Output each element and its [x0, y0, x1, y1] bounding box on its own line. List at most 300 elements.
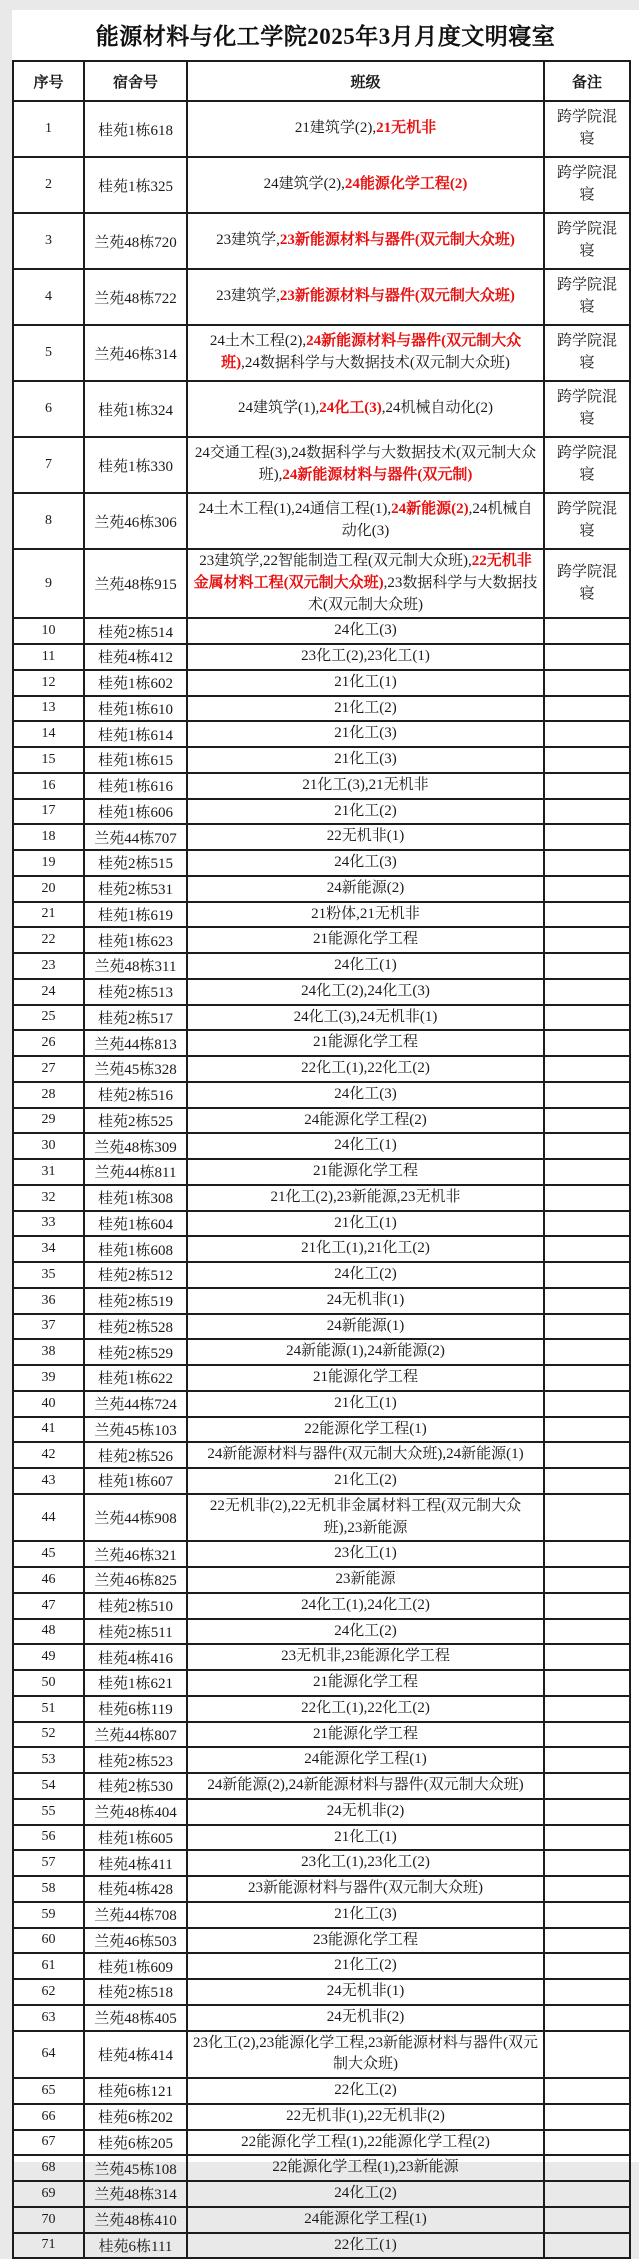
- serial-no-cell: 49: [13, 1644, 84, 1670]
- dorm-no-cell: 桂苑2栋523: [84, 1747, 187, 1773]
- serial-no-cell: 46: [13, 1567, 84, 1593]
- class-segment: 22化工(1): [334, 2236, 397, 2253]
- class-cell: [187, 1747, 544, 1773]
- class-segment: ,24机械自动化(2): [381, 400, 493, 417]
- col-header-serial-no: 序号: [13, 61, 84, 101]
- class-segment: 24土木工程(1),24通信工程(1),: [198, 501, 392, 518]
- table-row: [13, 1417, 630, 1443]
- remark-cell: [544, 1082, 630, 1108]
- class-segment: 23新能源: [335, 1571, 396, 1587]
- remark-cell: [544, 1722, 630, 1748]
- remark-cell: [544, 2031, 630, 2079]
- class-segment: 23化工(1),23化工(2): [301, 1854, 430, 1871]
- table-row: [13, 953, 630, 979]
- table-row: [13, 1442, 630, 1468]
- serial-no-cell: 2: [13, 157, 84, 213]
- dorm-no-cell: 兰苑48栋410: [84, 2207, 187, 2233]
- remark-cell: [544, 1365, 630, 1391]
- serial-no-cell: 19: [13, 850, 84, 876]
- document-title: 能源材料与化工学院2025年3月月度文明寝室: [95, 24, 556, 49]
- remark-cell: [544, 773, 630, 799]
- remark-cell: [544, 721, 630, 747]
- dorm-no-cell: 兰苑48栋405: [84, 2005, 187, 2031]
- remark-cell: [544, 1850, 630, 1876]
- dorm-no-cell: 桂苑1栋330: [84, 437, 187, 493]
- class-segment: 21化工(1),21化工(2): [301, 1240, 430, 1257]
- dorm-no-cell: 兰苑46栋314: [84, 325, 187, 381]
- remark-cell: [544, 1288, 630, 1314]
- class-segment: 23建筑学,22智能制造工程(双元制大众班),: [199, 553, 472, 569]
- serial-no-cell: 69: [13, 2181, 84, 2207]
- class-segment: 21化工(1): [334, 1828, 397, 1845]
- class-cell: [187, 1288, 544, 1314]
- class-cell: [187, 1159, 544, 1185]
- class-cell: [187, 1825, 544, 1851]
- dorm-no-cell: 桂苑6栋205: [84, 2130, 187, 2156]
- class-segment-highlighted: 24新能源(2): [391, 501, 469, 518]
- table-row: [13, 1799, 630, 1825]
- table-row: [13, 1133, 630, 1159]
- class-cell: [187, 381, 544, 437]
- table-row: [13, 325, 630, 381]
- class-cell: [187, 1902, 544, 1928]
- class-segment: 21化工(1): [334, 1214, 397, 1231]
- class-cell: [187, 1417, 544, 1443]
- dorm-no-cell: 桂苑1栋604: [84, 1211, 187, 1237]
- class-cell: [187, 437, 544, 493]
- table-row: [13, 1902, 630, 1928]
- document-sheet: [12, 10, 639, 2255]
- serial-no-cell: 12: [13, 670, 84, 696]
- remark-cell: [544, 2181, 630, 2207]
- remark-cell: [544, 1619, 630, 1645]
- serial-no-cell: 63: [13, 2005, 84, 2031]
- class-segment: 24化工(2): [334, 2185, 397, 2201]
- col-header-class: 班级: [187, 61, 544, 101]
- remark-cell: [544, 1902, 630, 1928]
- dorm-no-cell: 桂苑2栋515: [84, 850, 187, 876]
- serial-no-cell: 71: [13, 2233, 84, 2259]
- dorm-no-cell: 桂苑2栋526: [84, 1442, 187, 1468]
- class-segment-highlighted: 24新能源材料与器件(双元制大众班): [221, 333, 522, 371]
- table-row: [13, 927, 630, 953]
- class-cell: [187, 1442, 544, 1468]
- remark-cell: [544, 1314, 630, 1340]
- dorm-no-cell: 兰苑44栋811: [84, 1159, 187, 1185]
- table-row: [13, 876, 630, 902]
- class-segment: 21建筑学(2),: [294, 120, 377, 137]
- remark-cell: [544, 2155, 630, 2181]
- table-row: [13, 1108, 630, 1134]
- dorm-no-cell: 桂苑2栋528: [84, 1314, 187, 1340]
- class-cell: [187, 157, 544, 213]
- dorm-no-cell: 兰苑45栋328: [84, 1056, 187, 1082]
- class-cell: [187, 101, 544, 157]
- class-cell: [187, 2233, 544, 2259]
- serial-no-cell: 58: [13, 1876, 84, 1902]
- table-row: [13, 1644, 630, 1670]
- remark-cell: [544, 1953, 630, 1979]
- class-segment: 24化工(3): [334, 1085, 397, 1102]
- dorm-no-cell: 桂苑1栋621: [84, 1670, 187, 1696]
- dorm-no-cell: 兰苑45栋108: [84, 2155, 187, 2181]
- serial-no-cell: 41: [13, 1417, 84, 1443]
- dorm-no-cell: 桂苑2栋525: [84, 1108, 187, 1134]
- dorm-no-cell: 桂苑1栋616: [84, 773, 187, 799]
- remark-cell: [544, 953, 630, 979]
- remark-cell: [544, 1979, 630, 2005]
- dorm-no-cell: 兰苑44栋707: [84, 824, 187, 850]
- dorm-no-cell: 兰苑48栋309: [84, 1133, 187, 1159]
- remark-cell: 跨学院混寝: [544, 325, 630, 381]
- serial-no-cell: 42: [13, 1442, 84, 1468]
- remark-cell: 跨学院混寝: [544, 269, 630, 325]
- class-segment: 22能源化学工程(1),23新能源: [272, 2159, 459, 2176]
- serial-no-cell: 5: [13, 325, 84, 381]
- remark-cell: [544, 2130, 630, 2156]
- table-row: [13, 773, 630, 799]
- dorm-no-cell: 兰苑46栋503: [84, 1928, 187, 1954]
- remark-cell: 跨学院混寝: [544, 381, 630, 437]
- class-segment: 24化工(3): [334, 854, 397, 870]
- serial-no-cell: 9: [13, 549, 84, 618]
- class-segment: 23新能源材料与器件(双元制大众班): [248, 1880, 483, 1896]
- remark-cell: [544, 1541, 630, 1567]
- dorm-no-cell: 桂苑1栋602: [84, 670, 187, 696]
- dorm-no-cell: 桂苑2栋530: [84, 1773, 187, 1799]
- class-segment: 21粉体,21无机非: [311, 905, 420, 922]
- class-cell: [187, 2078, 544, 2104]
- table-row: [13, 1365, 630, 1391]
- remark-cell: [544, 1825, 630, 1851]
- remark-cell: [544, 1567, 630, 1593]
- table-row: [13, 1825, 630, 1851]
- remark-cell: [544, 2078, 630, 2104]
- serial-no-cell: 10: [13, 618, 84, 644]
- class-segment-highlighted: 23新能源材料与器件(双元制大众班): [279, 288, 515, 305]
- class-cell: [187, 1365, 544, 1391]
- dorm-no-cell: 桂苑6栋202: [84, 2104, 187, 2130]
- serial-no-cell: 52: [13, 1722, 84, 1748]
- table-row: [13, 2181, 630, 2207]
- table-row: [13, 1211, 630, 1237]
- dorm-no-cell: 桂苑2栋514: [84, 618, 187, 644]
- dorm-no-cell: 兰苑44栋813: [84, 1030, 187, 1056]
- class-segment: 21能源化学工程: [312, 1674, 418, 1690]
- class-cell: [187, 1030, 544, 1056]
- class-segment: ,23数据科学与大数据技术(双元制大众班): [308, 574, 538, 613]
- class-segment: 24能源化学工程(1): [304, 1751, 427, 1768]
- remark-cell: [544, 927, 630, 953]
- class-segment: ,24机械自动化(3): [341, 501, 533, 539]
- serial-no-cell: 38: [13, 1339, 84, 1365]
- remark-cell: [544, 1417, 630, 1443]
- remark-cell: [544, 1056, 630, 1082]
- dorm-no-cell: 兰苑46栋321: [84, 1541, 187, 1567]
- table-header: [13, 61, 630, 101]
- class-segment: 21能源化学工程: [312, 1163, 418, 1179]
- class-segment: 24化工(1),24化工(2): [301, 1596, 430, 1613]
- serial-no-cell: 26: [13, 1030, 84, 1056]
- class-cell: [187, 1133, 544, 1159]
- class-segment: 21化工(3): [334, 751, 397, 767]
- class-cell: [187, 1722, 544, 1748]
- class-cell: [187, 1314, 544, 1340]
- remark-cell: 跨学院混寝: [544, 213, 630, 269]
- serial-no-cell: 55: [13, 1799, 84, 1825]
- remark-cell: [544, 1391, 630, 1417]
- class-segment: 24化工(2),24化工(3): [301, 982, 430, 999]
- class-segment: 24建筑学(1),: [238, 400, 320, 417]
- table-row: [13, 644, 630, 670]
- class-cell: [187, 1494, 544, 1542]
- serial-no-cell: 25: [13, 1005, 84, 1031]
- remark-cell: 跨学院混寝: [544, 437, 630, 493]
- class-segment: 21化工(3),21无机非: [302, 776, 429, 793]
- table-row: [13, 696, 630, 722]
- class-cell: [187, 618, 544, 644]
- dorm-no-cell: 桂苑2栋512: [84, 1262, 187, 1288]
- serial-no-cell: 16: [13, 773, 84, 799]
- class-segment: 22无机非(1): [326, 828, 405, 845]
- remark-cell: [544, 696, 630, 722]
- dorm-no-cell: 桂苑2栋531: [84, 876, 187, 902]
- table-row: [13, 2130, 630, 2156]
- serial-no-cell: 67: [13, 2130, 84, 2156]
- class-cell: [187, 1082, 544, 1108]
- remark-cell: [544, 876, 630, 902]
- class-segment-highlighted: 21无机非: [376, 120, 437, 137]
- class-segment: 24新能源(2),24新能源材料与器件(双元制大众班): [207, 1777, 524, 1793]
- remark-cell: [544, 824, 630, 850]
- table-row: [13, 1876, 630, 1902]
- class-cell: [187, 747, 544, 773]
- dorm-no-cell: 兰苑48栋404: [84, 1799, 187, 1825]
- class-cell: [187, 1928, 544, 1954]
- dorm-no-cell: 桂苑4栋411: [84, 1850, 187, 1876]
- dorm-no-cell: 桂苑2栋510: [84, 1593, 187, 1619]
- class-segment: 21能源化学工程: [312, 1369, 418, 1385]
- class-segment: 22能源化学工程(1): [304, 1420, 427, 1437]
- class-segment-highlighted: 24能源化学工程(2): [344, 176, 468, 193]
- serial-no-cell: 11: [13, 644, 84, 670]
- col-header-remark: 备注: [544, 61, 630, 101]
- class-segment: 21化工(1): [334, 1394, 397, 1411]
- remark-cell: [544, 618, 630, 644]
- serial-no-cell: 36: [13, 1288, 84, 1314]
- class-cell: [187, 799, 544, 825]
- class-cell: [187, 644, 544, 670]
- class-segment: 23化工(2),23能源化学工程,23新能源材料与器件(双元制大众班): [193, 2034, 538, 2073]
- table-row: [13, 1722, 630, 1748]
- remark-cell: [544, 1133, 630, 1159]
- remark-cell: [544, 850, 630, 876]
- dorm-no-cell: 桂苑1栋618: [84, 101, 187, 157]
- serial-no-cell: 7: [13, 437, 84, 493]
- class-cell: [187, 1850, 544, 1876]
- dorm-no-cell: 桂苑2栋513: [84, 979, 187, 1005]
- serial-no-cell: 24: [13, 979, 84, 1005]
- table-row: [13, 824, 630, 850]
- table-row: [13, 2031, 630, 2079]
- dorm-no-cell: 桂苑2栋518: [84, 1979, 187, 2005]
- table-row: [13, 1262, 630, 1288]
- class-segment: 24化工(1): [334, 957, 397, 973]
- dorm-no-cell: 兰苑44栋724: [84, 1391, 187, 1417]
- dorm-no-cell: 桂苑1栋622: [84, 1365, 187, 1391]
- table-row: [13, 269, 630, 325]
- serial-no-cell: 68: [13, 2155, 84, 2181]
- dorm-no-cell: 桂苑1栋609: [84, 1953, 187, 1979]
- dorm-no-cell: 桂苑1栋325: [84, 157, 187, 213]
- dorm-no-cell: 桂苑1栋614: [84, 721, 187, 747]
- dorm-no-cell: 桂苑1栋608: [84, 1236, 187, 1262]
- class-cell: [187, 1644, 544, 1670]
- serial-no-cell: 29: [13, 1108, 84, 1134]
- table-row: [13, 549, 630, 618]
- class-cell: [187, 1108, 544, 1134]
- dorm-no-cell: 兰苑48栋915: [84, 549, 187, 618]
- table-row: [13, 1953, 630, 1979]
- serial-no-cell: 33: [13, 1211, 84, 1237]
- class-cell: [187, 549, 544, 618]
- class-segment: 22无机非(1),22无机非(2): [286, 2107, 445, 2124]
- class-segment: 24新能源材料与器件(双元制大众班),24新能源(1): [207, 1446, 524, 1463]
- class-segment: 24无机非(2): [326, 1802, 405, 1819]
- class-cell: [187, 2031, 544, 2079]
- class-cell: [187, 1236, 544, 1262]
- table-row: [13, 1056, 630, 1082]
- remark-cell: [544, 670, 630, 696]
- serial-no-cell: 32: [13, 1185, 84, 1211]
- class-segment: 21化工(2): [334, 802, 397, 819]
- table-row: [13, 2078, 630, 2104]
- class-cell: [187, 773, 544, 799]
- table-row: [13, 1850, 630, 1876]
- class-segment: 24化工(1): [334, 1137, 397, 1154]
- class-segment: 24新能源(1): [326, 1317, 405, 1334]
- table-row: [13, 1541, 630, 1567]
- class-segment: 24化工(3),24无机非(1): [293, 1008, 438, 1025]
- class-cell: [187, 1391, 544, 1417]
- serial-no-cell: 64: [13, 2031, 84, 2079]
- class-cell: [187, 2181, 544, 2207]
- serial-no-cell: 70: [13, 2207, 84, 2233]
- remark-cell: [544, 2104, 630, 2130]
- class-segment: 24化工(3): [334, 622, 397, 639]
- serial-no-cell: 34: [13, 1236, 84, 1262]
- class-cell: [187, 1593, 544, 1619]
- class-cell: [187, 824, 544, 850]
- remark-cell: 跨学院混寝: [544, 549, 630, 618]
- class-cell: [187, 2207, 544, 2233]
- class-cell: [187, 1339, 544, 1365]
- class-segment: 21能源化学工程: [312, 1725, 418, 1742]
- class-cell: [187, 1262, 544, 1288]
- remark-cell: [544, 1211, 630, 1237]
- dorm-no-cell: 兰苑45栋103: [84, 1417, 187, 1443]
- remark-cell: [544, 1696, 630, 1722]
- serial-no-cell: 8: [13, 493, 84, 549]
- class-cell: [187, 1567, 544, 1593]
- class-cell: [187, 1468, 544, 1494]
- serial-no-cell: 59: [13, 1902, 84, 1928]
- table-row: [13, 902, 630, 928]
- remark-cell: 跨学院混寝: [544, 157, 630, 213]
- class-cell: [187, 721, 544, 747]
- remark-cell: [544, 2005, 630, 2031]
- class-segment-highlighted: 24新能源材料与器件(双元制): [282, 467, 473, 483]
- serial-no-cell: 31: [13, 1159, 84, 1185]
- table-row: [13, 101, 630, 157]
- dorm-no-cell: 兰苑44栋908: [84, 1494, 187, 1542]
- dorm-no-cell: 桂苑2栋517: [84, 1005, 187, 1031]
- table-row: [13, 2233, 630, 2259]
- table-row: [13, 1159, 630, 1185]
- table-row: [13, 799, 630, 825]
- serial-no-cell: 51: [13, 1696, 84, 1722]
- class-segment: 22无机非(2),22无机非金属材料工程(双元制大众班),23新能源: [209, 1497, 522, 1536]
- serial-no-cell: 56: [13, 1825, 84, 1851]
- dorm-no-cell: 兰苑48栋722: [84, 269, 187, 325]
- table-row: [13, 747, 630, 773]
- remark-cell: [544, 2207, 630, 2233]
- class-segment: 23建筑学,: [216, 288, 280, 305]
- serial-no-cell: 45: [13, 1541, 84, 1567]
- class-cell: [187, 1979, 544, 2005]
- serial-no-cell: 4: [13, 269, 84, 325]
- table-row: [13, 1468, 630, 1494]
- serial-no-cell: 44: [13, 1494, 84, 1542]
- table-row: [13, 1339, 630, 1365]
- table-row: [13, 1696, 630, 1722]
- table-row: [13, 1567, 630, 1593]
- col-header-dorm-no: 宿舍号: [84, 61, 187, 101]
- dorm-no-cell: 桂苑4栋416: [84, 1644, 187, 1670]
- remark-cell: [544, 1468, 630, 1494]
- serial-no-cell: 65: [13, 2078, 84, 2104]
- serial-no-cell: 57: [13, 1850, 84, 1876]
- table-body: [13, 101, 630, 2258]
- class-segment: 24新能源(2): [326, 879, 405, 896]
- class-cell: [187, 1619, 544, 1645]
- table-row: [13, 670, 630, 696]
- class-segment: 23能源化学工程: [312, 1931, 418, 1948]
- class-segment: 24土木工程(2),: [209, 333, 307, 350]
- dorm-no-cell: 桂苑4栋412: [84, 644, 187, 670]
- remark-cell: [544, 1159, 630, 1185]
- serial-no-cell: 66: [13, 2104, 84, 2130]
- remark-cell: [544, 1236, 630, 1262]
- class-segment: 21化工(2),23新能源,23无机非: [270, 1188, 461, 1205]
- class-cell: [187, 927, 544, 953]
- dorm-no-cell: 兰苑46栋306: [84, 493, 187, 549]
- dorm-no-cell: 桂苑1栋615: [84, 747, 187, 773]
- table-row: [13, 1670, 630, 1696]
- serial-no-cell: 27: [13, 1056, 84, 1082]
- class-cell: [187, 670, 544, 696]
- serial-no-cell: 1: [13, 101, 84, 157]
- class-cell: [187, 2104, 544, 2130]
- table-row: [13, 1773, 630, 1799]
- dorm-no-cell: 桂苑1栋623: [84, 927, 187, 953]
- dorm-no-cell: 桂苑1栋324: [84, 381, 187, 437]
- remark-cell: [544, 1442, 630, 1468]
- serial-no-cell: 18: [13, 824, 84, 850]
- remark-cell: [544, 1799, 630, 1825]
- remark-cell: [544, 1747, 630, 1773]
- class-cell: [187, 2130, 544, 2156]
